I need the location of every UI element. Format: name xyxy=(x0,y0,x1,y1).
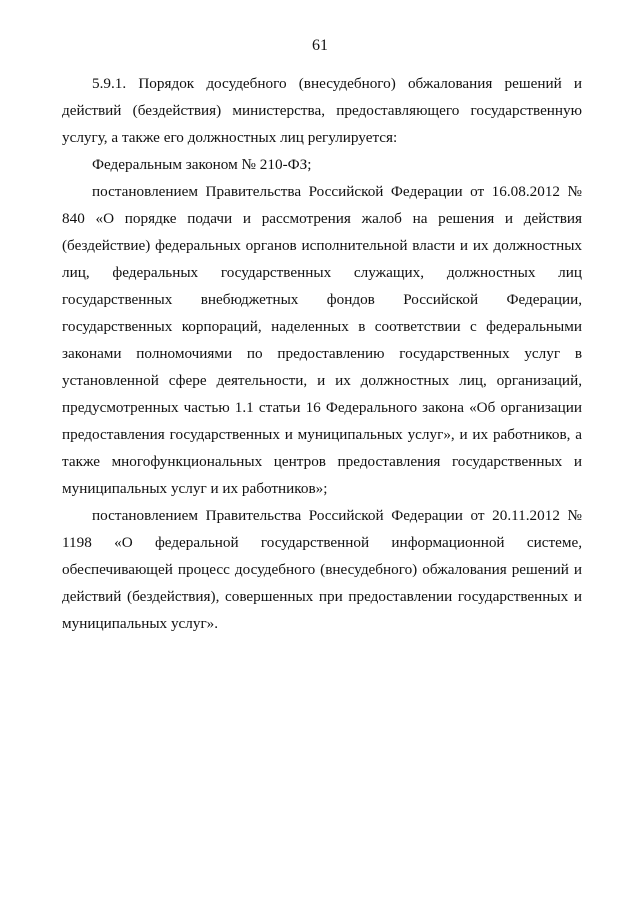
paragraph-appeal-procedure: 5.9.1. Порядок досудебного (внесудебного) обжалования решений и действий (бездействия) министерства, предоставляющего государственную услугу, а также его должностных лиц регулируется: xyxy=(62,75,582,146)
document-body xyxy=(62,70,582,637)
paragraph-resolution-1198: постановлением Правительства Российской Федерации от 20.11.2012 № 1198 «О федеральной государственной информационной системе, обеспечивающей процесс досудебного (внесудебного) обжалования решений и действий (бездействия), совершенных при предоставлении государственных и муниципальных услуг». xyxy=(62,507,582,632)
paragraph-resolution-840: постановлением Правительства Российской Федерации от 16.08.2012 № 840 «О порядке подачи и рассмотрения жалоб на решения и действия (бездействие) федеральных органов исполнительной власти и их должностных лиц, федеральных государственных служащих, должностных лиц государственных внебюджетных фондов Российской Федерации, государственных корпораций, наделенных в соответствии с федеральными законами полномочиями по предоставлению государственных услуг в установленной сфере деятельности, и их должностных лиц, организаций, предусмотренных частью 1.1 статьи 16 Федерального закона «Об организации предоставления государственных и муниципальных услуг», и их работников, а также многофункциональных центров предоставления государственных и муниципальных услуг и их работников»; xyxy=(62,183,582,497)
page-number: 61 xyxy=(312,37,328,54)
paragraph-federal-law: Федеральным законом № 210-ФЗ; xyxy=(92,156,312,173)
